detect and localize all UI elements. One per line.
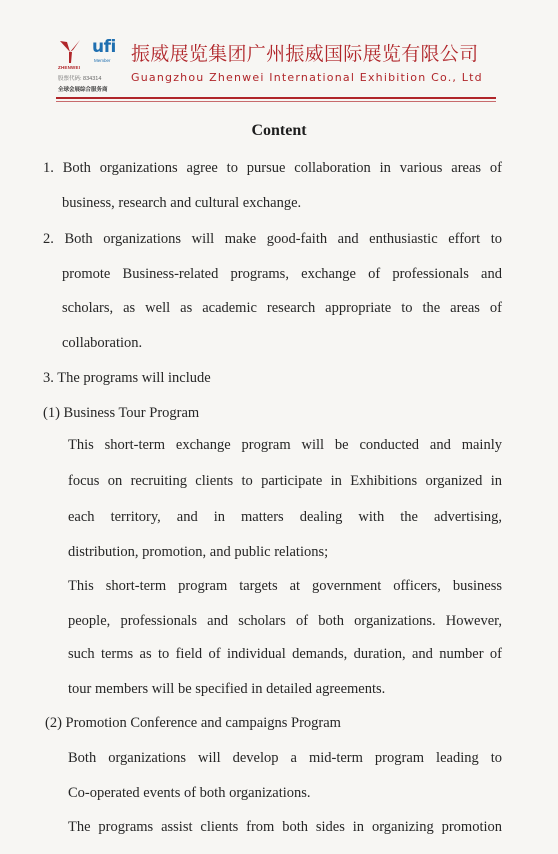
ufi-logo: ufi	[92, 37, 116, 57]
body-line: business, research and cultural exchange.	[62, 195, 302, 211]
body-line: scholars, as well as academic research appropriate to the areas of	[62, 300, 502, 316]
body-line: Both organizations will develop a mid-term program leading to	[68, 750, 502, 766]
logo-label: ZHENWEI	[58, 65, 81, 70]
stock-code: 股票代码: 834314	[58, 76, 102, 82]
logo-slogan: 全球会展综合服务商	[58, 87, 108, 93]
body-line: such terms as to field of individual demands, duration, and number of	[68, 646, 502, 662]
body-line: focus on recruiting clients to participate in Exhibitions organized in	[68, 473, 502, 489]
body-line: The programs assist clients from both sides in organizing promotion	[68, 819, 502, 835]
body-line: This short-term exchange program will be conducted and mainly	[68, 437, 502, 453]
company-logo	[58, 36, 130, 98]
company-name-en: Guangzhou Zhenwei International Exhibition Co., Ltd	[131, 71, 483, 84]
letterhead-divider-thin	[56, 101, 496, 102]
body-line: distribution, promotion, and public relations;	[68, 544, 329, 560]
body-line: 3. The programs will include	[43, 370, 211, 386]
zhenwei-logo-icon	[58, 38, 84, 64]
body-line: each territory, and in matters dealing with the advertising,	[68, 509, 502, 525]
document-title: Content	[251, 122, 307, 139]
body-line: people, professionals and scholars of both organizations. However,	[68, 613, 502, 629]
letterhead-divider	[56, 97, 496, 99]
company-name-cn: 振威展览集团广州振威国际展览有限公司	[131, 43, 479, 65]
ufi-member-label: Member	[94, 58, 111, 63]
body-line: Co-operated events of both organizations.	[68, 785, 311, 801]
body-line: 2. Both organizations will make good-faith and enthusiastic effort to	[43, 231, 502, 247]
body-line: tour members will be specified in detailed agreements.	[68, 681, 386, 697]
body-line: (1) Business Tour Program	[43, 405, 200, 421]
body-line: promote Business-related programs, exchange of professionals and	[62, 266, 502, 282]
body-line: This short-term program targets at government officers, business	[68, 578, 502, 594]
body-line: 1. Both organizations agree to pursue collaboration in various areas of	[43, 160, 502, 176]
body-line: collaboration.	[62, 335, 143, 351]
body-line: (2) Promotion Conference and campaigns Program	[45, 715, 341, 731]
